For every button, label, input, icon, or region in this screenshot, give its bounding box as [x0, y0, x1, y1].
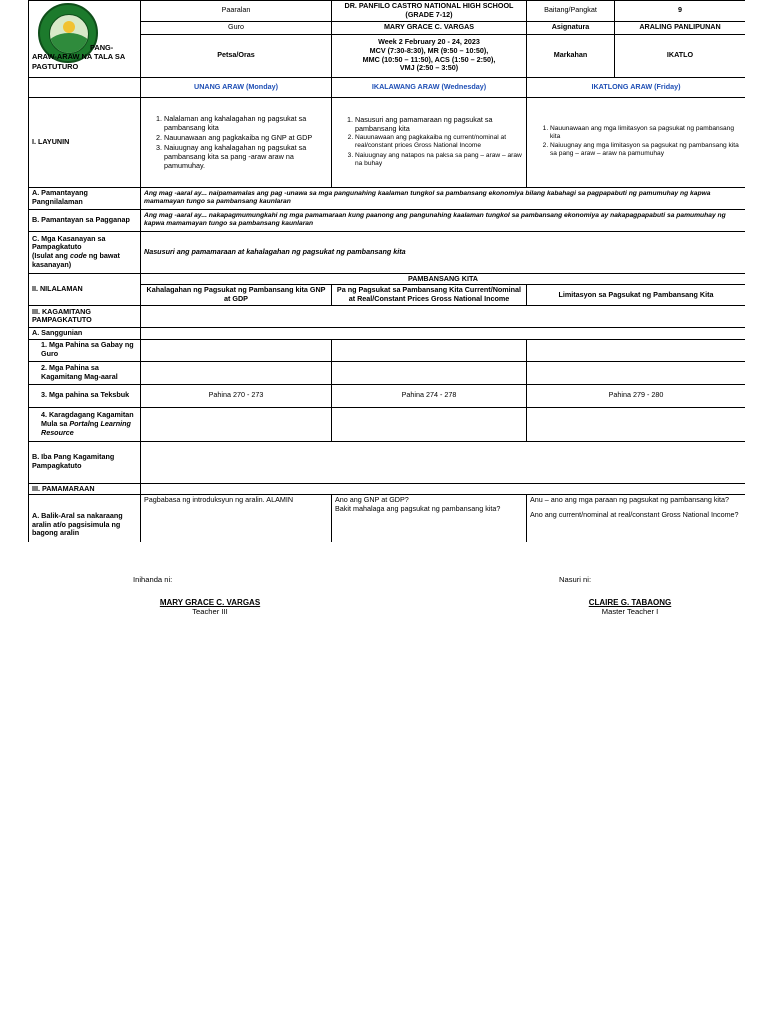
balik-aral-wednesday	[332, 495, 527, 542]
pamantayan-sa-pagganap-value: Ang mag -aaral ay... nakapagmumungkahi ng mga pamamaraan kung paanong ang pangunahing kaalaman tungkol sa pambansang ekonomiya ay nakapagpapabuti sa pamumuhay ng kapwa mamamayan tungo sa pambansang kaunlaran	[141, 209, 746, 231]
balik-aral-wednesday-line: Ano ang GNP at GDP?	[335, 495, 409, 505]
pamantayang-pangnilalaman-value: Ang mag -aaral ay... naipamamalas ang pag -unawa sa mga pangunahing kaalaman tungkol sa pambansang ekonomiya bilang kabahagi sa pagpapabuti ng pamumuhay ng kapwa mamamayan tungo sa pambansang kaunlaran	[141, 187, 746, 209]
karagdagan-label-resource: Learning Resource	[41, 418, 131, 437]
prepared-by-label: Inihanda ni:	[133, 575, 173, 584]
kasanayan-label-code: code	[69, 251, 87, 261]
teksbuk-wednesday: Pahina 274 - 278	[332, 384, 527, 407]
layunin-friday	[527, 97, 746, 187]
karagdagan-label	[29, 407, 141, 441]
sanggunian-label: A. Sanggunian	[29, 327, 141, 339]
date-line: MMC (10:50 – 11:50), ACS (1:50 – 2:50),	[362, 54, 496, 64]
lesson-log-table-container	[28, 0, 745, 542]
doc-title: PANG-ARAW-ARAW NA TALA SA PAGTUTURO	[32, 43, 125, 71]
grade-value: 9	[615, 1, 746, 22]
kagamitan-label: III. KAGAMITANG PAMPAGKATUTO	[29, 305, 141, 327]
date-label: Petsa/Oras	[141, 34, 332, 77]
date-value	[332, 34, 527, 77]
balik-aral-wednesday-line: Bakit mahalaga ang pagsukat ng pambansang kita?	[335, 504, 501, 514]
nilalaman-topic: PAMBANSANG KITA	[141, 273, 746, 285]
mag-aaral-wednesday	[332, 361, 527, 384]
kasanayan-value: Nasusuri ang pamamaraan at kahalagahan ng pagsukat ng pambansang kita	[141, 231, 746, 273]
list-item: 2. Nauunawaan ang pagkakaiba ng current/nominal at real/constant prices Gross National Income	[355, 134, 523, 150]
balik-aral-friday-line: Anu – ano ang mga paraan ng pagsukat ng pambansang kita?	[530, 495, 730, 505]
kasanayan-label	[29, 231, 141, 273]
date-line: MCV (7:30-8:30), MR (9:50 – 10:50),	[369, 45, 489, 55]
nilalaman-wednesday: Pa ng Pagsukat sa Pambansang Kita Current/Nominal at Real/Constant Prices Gross National Income	[332, 285, 527, 306]
nilalaman-friday: Limitasyon sa Pagsukat ng Pambansang Kita	[527, 285, 746, 306]
date-line: VMJ (2:50 – 3:50)	[399, 63, 459, 73]
teksbuk-monday: Pahina 270 - 273	[141, 384, 332, 407]
prepared-by-block	[140, 598, 280, 616]
day-header-blank	[29, 77, 141, 97]
kasanayan-label-line: ng bawat kasanayan)	[32, 251, 120, 269]
layunin-wednesday	[332, 97, 527, 187]
pamamaraan-label: III. PAMAMARAAN	[29, 483, 141, 495]
checked-by-label: Nasuri ni:	[559, 575, 592, 584]
mag-aaral-friday	[527, 361, 746, 384]
teksbuk-label: 3. Mga pahina sa Teksbuk	[29, 384, 141, 407]
gabay-label: 1. Mga Pahina sa Gabay ng Guro	[29, 339, 141, 361]
layunin-label: I. LAYUNIN	[29, 97, 141, 187]
day-header-friday: IKATLONG ARAW (Friday)	[527, 77, 746, 97]
lesson-log-table	[28, 0, 745, 542]
pamantayan-sa-pagganap-label: B. Pamantayan sa Pagganap	[29, 209, 141, 231]
teacher-label: Guro	[141, 21, 332, 34]
quarter-label: Markahan	[527, 34, 615, 77]
pamantayang-pangnilalaman-label: A. Pamantayang Pangnilalaman	[29, 187, 141, 209]
list-item: 1. Nasusuri ang pamamaraan ng pagsukat sa pambansang kita	[355, 115, 523, 133]
list-item: 2. Nauunawaan ang pagkakaiba ng GNP at GDP	[164, 133, 328, 142]
day-header-monday: UNANG ARAW (Monday)	[141, 77, 332, 97]
teksbuk-friday: Pahina 279 - 280	[527, 384, 746, 407]
kagamitan-value	[141, 305, 746, 327]
checked-by-name: CLAIRE G. TABAONG	[588, 598, 672, 607]
gabay-friday	[527, 339, 746, 361]
karagdagan-friday	[527, 407, 746, 441]
list-item: 1. Nalalaman ang kahalagahan ng pagsukat sa pambansang kita	[164, 114, 328, 132]
list-item: 2. Naiuugnay ang mga limitasyon sa pagsukat ng pambansang kita sa pang – araw – araw na pamumuhay	[550, 142, 742, 158]
school-logo-cell	[29, 1, 141, 78]
date-line: Week 2 February 20 - 24, 2023	[378, 37, 480, 46]
balik-aral-label: A. Balik-Aral sa nakaraang aralin at/o pagsisimula ng bagong aralin	[29, 495, 141, 542]
day-header-wednesday: IKALAWANG ARAW (Wednesday)	[332, 77, 527, 97]
karagdagan-label-text: 4. Karagdagang Kagamitan Mula sa	[41, 410, 134, 428]
karagdagan-label-portal: Portal	[69, 418, 90, 428]
kasanayan-label-line: C. Mga Kasanayan sa	[32, 233, 106, 243]
pamamaraan-value	[141, 483, 746, 495]
quarter-value: IKATLO	[615, 34, 746, 77]
checked-by-block	[560, 598, 700, 616]
list-item: 3. Naiuugnay ang natapos na paksa sa pang – araw – araw na buhay	[355, 152, 523, 168]
teacher-value: MARY GRACE C. VARGAS	[332, 21, 527, 34]
karagdagan-wednesday	[332, 407, 527, 441]
karagdagan-monday	[141, 407, 332, 441]
prepared-by-name: MARY GRACE C. VARGAS	[159, 598, 261, 607]
school-label: Paaralan	[141, 1, 332, 22]
school-value: DR. PANFILO CASTRO NATIONAL HIGH SCHOOL (GRADE 7-12)	[332, 1, 527, 22]
nilalaman-label: II. NILALAMAN	[29, 273, 141, 305]
list-item: 1. Nauunawaan ang mga limitasyon sa pagsukat ng pambansang kita	[550, 125, 742, 141]
kasanayan-label-line: Pampagkatuto	[32, 242, 82, 252]
nilalaman-monday: Kahalagahan ng Pagsukat ng Pambansang kita GNP at GDP	[141, 285, 332, 306]
balik-aral-friday-line: Ano ang current/nominal at real/constant Gross National Income?	[530, 510, 739, 520]
grade-label: Baitang/Pangkat	[527, 1, 615, 22]
subject-value: ARALING PANLIPUNAN	[615, 21, 746, 34]
kasanayan-label-line: (Isulat ang	[32, 251, 68, 261]
layunin-monday	[141, 97, 332, 187]
karagdagan-label-text: ng	[89, 418, 99, 428]
gabay-wednesday	[332, 339, 527, 361]
checked-by-title: Master Teacher I	[601, 607, 659, 616]
prepared-by-title: Teacher III	[192, 607, 228, 616]
mag-aaral-monday	[141, 361, 332, 384]
balik-aral-friday	[527, 495, 746, 542]
gabay-monday	[141, 339, 332, 361]
balik-aral-monday: Pagbabasa ng introduksyun ng aralin. ALAMIN	[141, 495, 332, 542]
subject-label: Asignatura	[527, 21, 615, 34]
iba-pang-kagamitan-label: B. Iba Pang Kagamitang Pampagkatuto	[29, 441, 141, 483]
list-item: 3. Naiuugnay ang kahalagahan ng pagsukat sa pambansang kita sa pang -araw araw na pamumuhay.	[164, 143, 328, 170]
sanggunian-value	[141, 327, 746, 339]
iba-pang-kagamitan-value	[141, 441, 746, 483]
mag-aaral-label: 2. Mga Pahina sa Kagamitang Mag-aaral	[29, 361, 141, 384]
